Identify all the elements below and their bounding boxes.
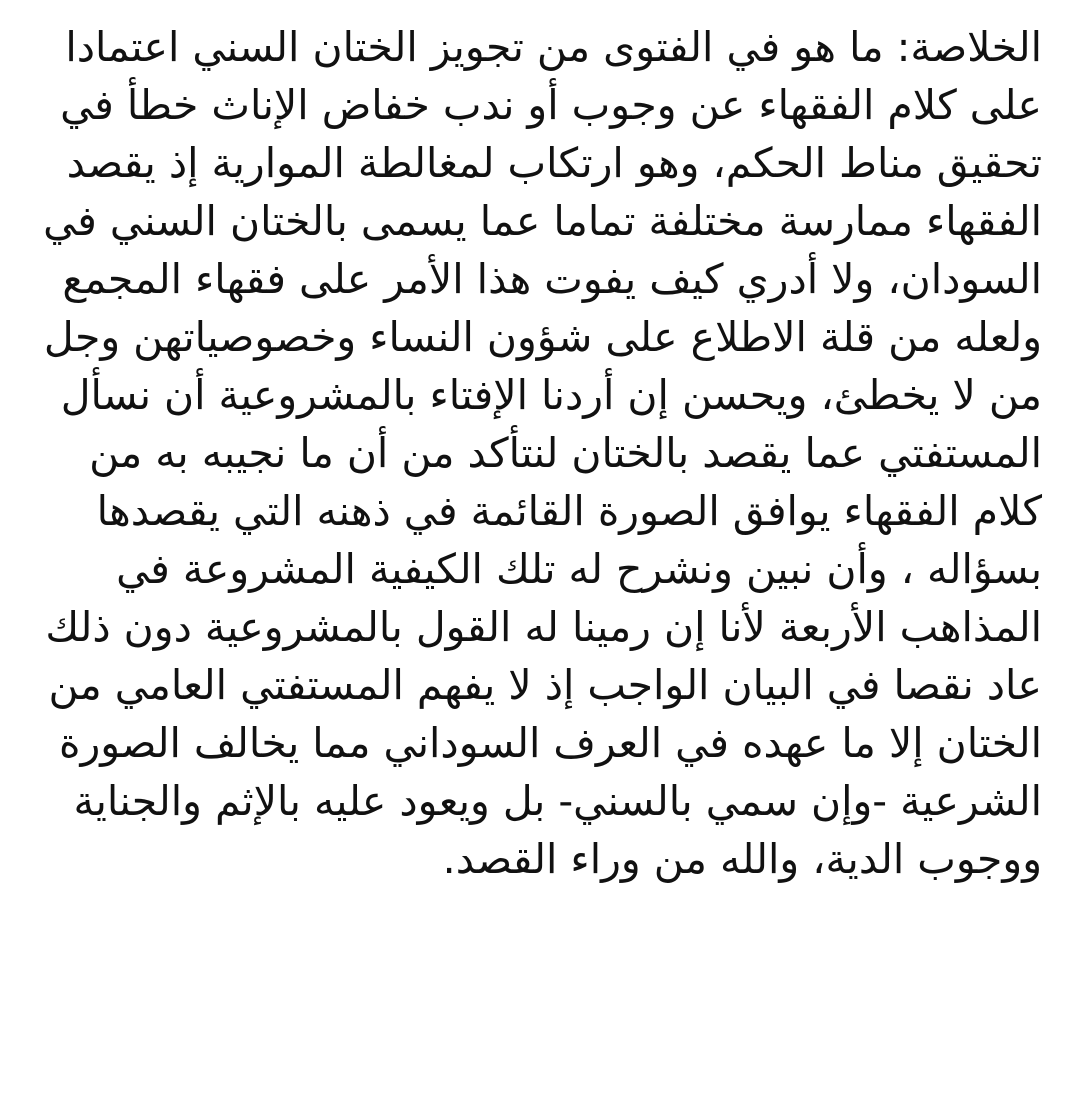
text-line-12: عاد نقصا في البيان الواجب إذ لا يفهم المستفتي العامي من xyxy=(48,661,1042,709)
text-line-6: ولعله من قلة الاطلاع على شؤون النساء وخصوصياتهن وجل xyxy=(43,313,1042,361)
text-line-3: تحقيق مناط الحكم، وهو ارتكاب لمغالطة الموارية إذ يقصد xyxy=(66,139,1042,187)
text-line-13: الختان إلا ما عهده في العرف السوداني مما يخالف الصورة xyxy=(59,719,1042,767)
text-line-14: الشرعية -وإن سمي بالسني- بل ويعود عليه بالإثم والجناية xyxy=(73,777,1042,825)
text-line-4: الفقهاء ممارسة مختلفة تماما عما يسمى بالختان السني في xyxy=(43,197,1042,245)
text-line-10: بسؤاله ، وأن نبين ونشرح له تلك الكيفية المشروعة في xyxy=(116,545,1042,593)
text-line-7: من لا يخطئ، ويحسن إن أردنا الإفتاء بالمشروعية أن نسأل xyxy=(60,371,1042,419)
text-line-15: ووجوب الدية، والله من وراء القصد. xyxy=(442,835,1042,883)
text-line-9: كلام الفقهاء يوافق الصورة القائمة في ذهنه التي يقصدها xyxy=(96,487,1042,535)
text-line-1: الخلاصة: ما هو في الفتوى من تجويز الختان السني اعتمادا xyxy=(65,23,1042,71)
article-body xyxy=(38,18,1042,888)
text-line-8: المستفتي عما يقصد بالختان لنتأكد من أن ما نجيبه به من xyxy=(89,429,1042,477)
text-line-2: على كلام الفقهاء عن وجوب أو ندب خفاض الإناث خطأ في xyxy=(60,81,1042,129)
text-line-11: المذاهب الأربعة لأنا إن رمينا له القول بالمشروعية دون ذلك xyxy=(45,603,1042,651)
text-line-5: السودان، ولا أدري كيف يفوت هذا الأمر على فقهاء المجمع xyxy=(62,255,1042,303)
